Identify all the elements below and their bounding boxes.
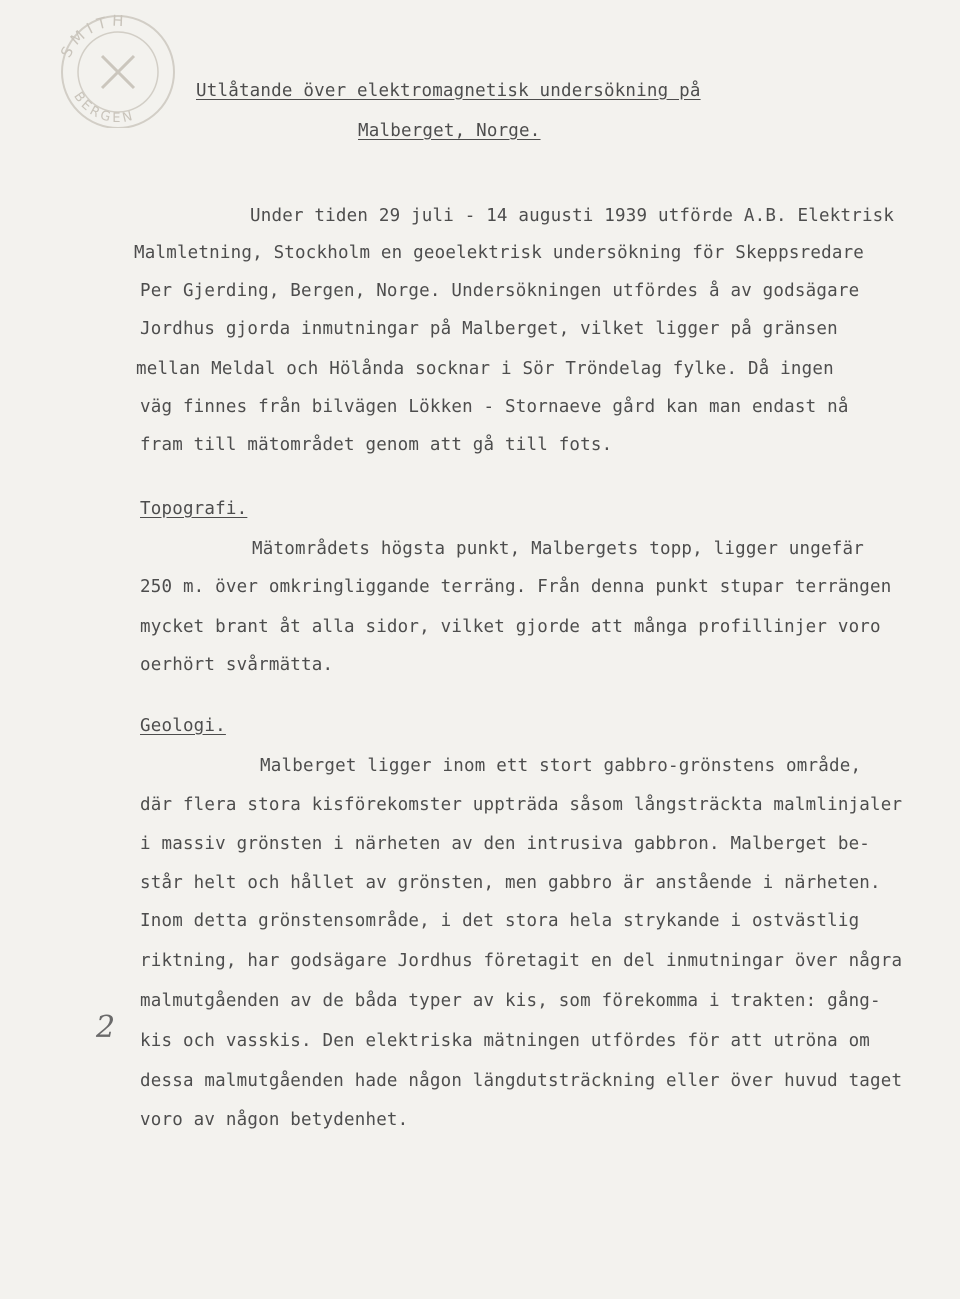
title-line-1: Utlåtande över elektromagnetisk undersökning på	[196, 81, 701, 101]
intro-line: fram till mätområdet genom att gå till fots.	[140, 435, 613, 455]
intro-line: mellan Meldal och Hölånda socknar i Sör Tröndelag fylke. Då ingen	[136, 359, 834, 379]
stamp-bottom-text: BERGEN	[70, 89, 137, 127]
svg-text:SMITH	[57, 12, 129, 61]
geologi-line: malmutgåenden av de båda typer av kis, som förekomma i trakten: gång-	[140, 991, 881, 1011]
title-line-2: Malberget, Norge.	[358, 121, 541, 141]
intro-line: Per Gjerding, Bergen, Norge. Undersökningen utfördes å av godsägare	[140, 281, 860, 301]
handwritten-page-mark: 2	[96, 1010, 116, 1045]
circular-stamp	[36, 8, 196, 128]
topografi-line: mycket brant åt alla sidor, vilket gjorde att många profillinjer voro	[140, 617, 881, 637]
intro-line: Malmletning, Stockholm en geoelektrisk undersökning för Skeppsredare	[134, 243, 865, 263]
geologi-line: dessa malmutgåenden hade någon längdutsträckning eller över huvud taget	[140, 1071, 903, 1091]
intro-line: Jordhus gjorda inmutningar på Malberget, vilket ligger på gränsen	[140, 319, 838, 339]
intro-line: väg finnes från bilvägen Lökken - Stornaeve gård kan man endast nå	[140, 397, 849, 417]
geologi-line: där flera stora kisförekomster uppträda såsom långsträckta malmlinjaler	[140, 795, 903, 815]
geologi-line: Inom detta grönstensområde, i det stora hela strykande i ostvästlig	[140, 911, 860, 931]
geologi-line: står helt och hållet av grönsten, men gabbro är anstående i närheten.	[140, 873, 881, 893]
topografi-line: oerhört svårmätta.	[140, 655, 334, 675]
geologi-line: riktning, har godsägare Jordhus företagit en del inmutningar över några	[140, 951, 903, 971]
stamp-top-text: SMITH	[57, 11, 129, 61]
geologi-line: voro av någon betydenhet.	[140, 1110, 409, 1130]
svg-text:BERGEN	[70, 89, 137, 126]
intro-line: Under tiden 29 juli - 14 augusti 1939 utförde A.B. Elektrisk	[250, 206, 895, 226]
topografi-line: 250 m. över omkringliggande terräng. Från denna punkt stupar terrängen	[140, 577, 892, 597]
geologi-line: Malberget ligger inom ett stort gabbro-grönstens område,	[260, 756, 862, 776]
geologi-line: kis och vasskis. Den elektriska mätningen utfördes för att utröna om	[140, 1031, 871, 1051]
topografi-heading: Topografi.	[140, 499, 248, 519]
geologi-line: i massiv grönsten i närheten av den intrusiva gabbron. Malberget be-	[140, 834, 871, 854]
topografi-line: Mätområdets högsta punkt, Malbergets topp, ligger ungefär	[252, 539, 864, 559]
geologi-heading: Geologi.	[140, 716, 226, 736]
